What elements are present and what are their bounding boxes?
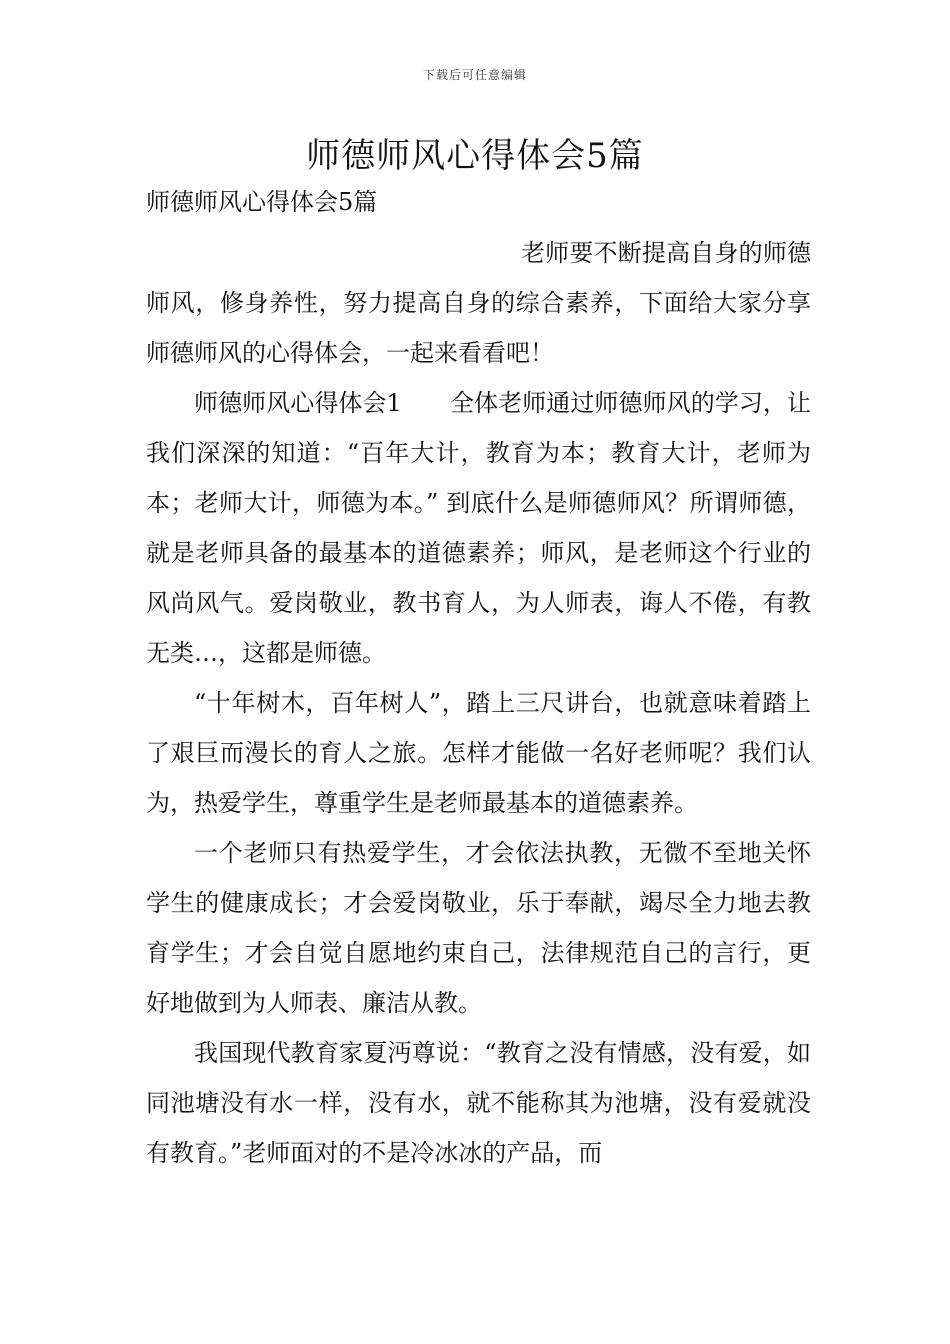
paragraph-intro: 老师要不断提高自身的师德师风，修身养性，努力提高自身的综合素养，下面给大家分享师德师风的心得体会，一起来看看吧！ xyxy=(146,239,811,367)
document-title: 师德师风心得体会5篇 xyxy=(306,136,644,176)
paragraph-4: 我国现代教育家夏沔尊说：“教育之没有情感，没有爱，如同池塘没有水一样，没有水，就不能称其为池塘，没有爱就没有教育。”老师面对的不是冷冰冰的产品，而 xyxy=(146,1039,811,1167)
paragraph-2: “十年树木，百年树人”，踏上三尺讲台，也就意味着踏上了艰巨而漫长的育人之旅。怎样才能做一名好老师呢？我们认为，热爱学生，尊重学生是老师最基本的道德素养。 xyxy=(146,689,811,817)
document-subtitle: 师德师风心得体会5篇 xyxy=(146,188,378,216)
header-note: 下载后可任意编辑 xyxy=(422,68,527,82)
paragraph-1: 师德师风心得体会1 全体老师通过师德师风的学习，让我们深深的知道：“百年大计，教育为本；教育大计，老师为本；老师大计，师德为本。” 到底什么是师德师风？所谓师德，就是老师具备的最基本的道德素养；师风，是老师这个行业的风尚风气。爱岗敬业，教书育人，为人师表，诲人不倦，有教无类…，这都是师德。 xyxy=(146,389,811,667)
document-body xyxy=(146,228,811,1178)
paragraph-3: 一个老师只有热爱学生，才会依法执教，无微不至地关怀学生的健康成长；才会爱岗敬业，乐于奉献，竭尽全力地去教育学生；才会自觉自愿地约束自己，法律规范自己的言行，更好地做到为人师表、廉洁从教。 xyxy=(146,839,811,1017)
